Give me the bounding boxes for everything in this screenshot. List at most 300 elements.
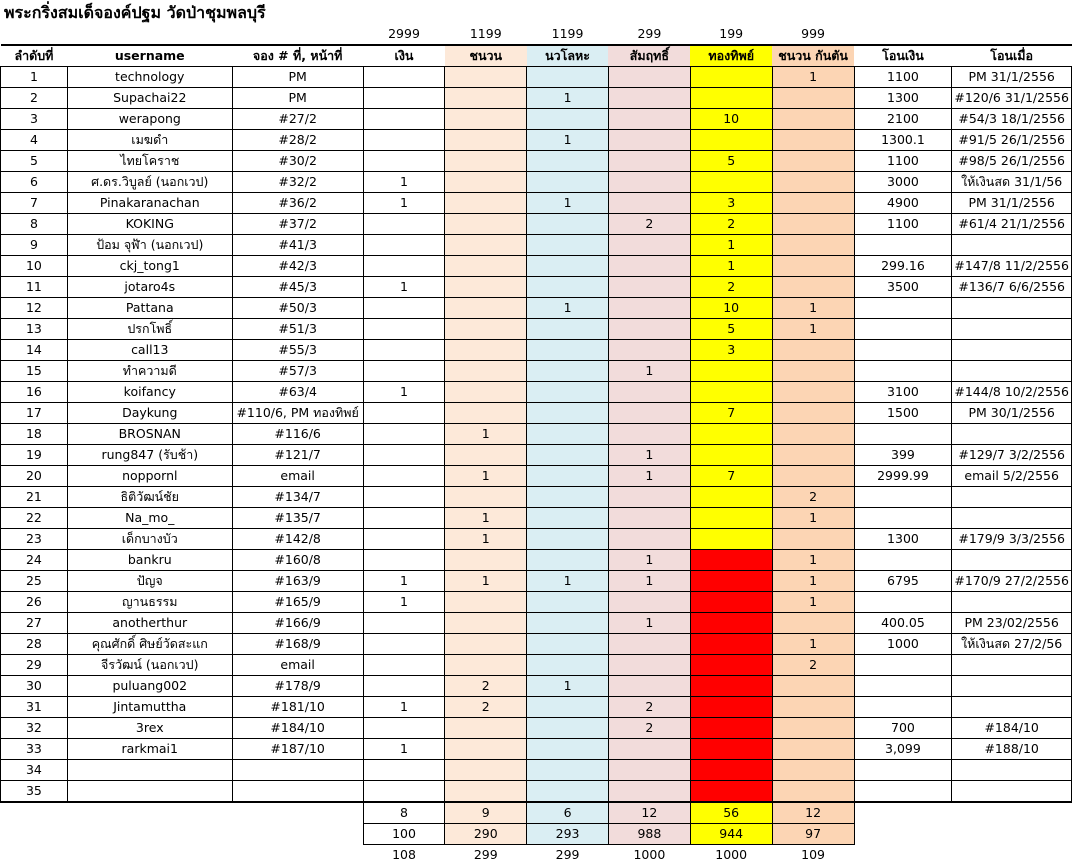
table-cell[interactable] — [527, 781, 609, 803]
table-cell[interactable] — [608, 760, 690, 781]
table-cell[interactable]: 1500 — [854, 403, 952, 424]
table-cell[interactable]: werapong — [67, 109, 232, 130]
table-cell[interactable]: 32 — [1, 718, 68, 739]
table-cell[interactable] — [67, 781, 232, 803]
table-cell[interactable]: 2 — [690, 277, 772, 298]
table-cell[interactable]: #160/8 — [232, 550, 363, 571]
remaining-thongthip[interactable]: 944 — [690, 824, 772, 845]
table-cell[interactable]: 3000 — [854, 172, 952, 193]
table-cell[interactable]: #91/5 26/1/2556 — [952, 130, 1072, 151]
price-cell-money[interactable]: 2999 — [363, 24, 445, 45]
table-cell[interactable]: ไทยโคราช — [67, 151, 232, 172]
table-cell[interactable]: 1 — [363, 739, 445, 760]
table-cell[interactable]: #55/3 — [232, 340, 363, 361]
remaining-money[interactable]: 100 — [363, 824, 445, 845]
table-cell[interactable]: 3100 — [854, 382, 952, 403]
table-cell[interactable]: #165/9 — [232, 592, 363, 613]
table-cell[interactable]: #147/8 11/2/2556 — [952, 256, 1072, 277]
table-cell[interactable]: #135/7 — [232, 508, 363, 529]
table-cell[interactable]: 2 — [772, 655, 854, 676]
table-cell[interactable] — [363, 214, 445, 235]
table-cell[interactable] — [608, 109, 690, 130]
table-cell[interactable] — [445, 277, 527, 298]
table-cell[interactable] — [690, 172, 772, 193]
table-cell[interactable] — [527, 508, 609, 529]
stock-chanuan[interactable]: 299 — [445, 845, 527, 865]
table-cell[interactable] — [363, 445, 445, 466]
table-cell[interactable]: #54/3 18/1/2556 — [952, 109, 1072, 130]
table-cell[interactable] — [608, 256, 690, 277]
table-cell[interactable] — [527, 760, 609, 781]
table-cell[interactable]: Jintamuttha — [67, 697, 232, 718]
table-cell[interactable] — [772, 466, 854, 487]
column-header[interactable]: สัมฤทธิ์ — [608, 45, 690, 67]
table-cell[interactable]: Supachai22 — [67, 88, 232, 109]
total-nawaloha[interactable]: 6 — [527, 802, 609, 824]
table-cell[interactable] — [445, 655, 527, 676]
table-cell[interactable] — [690, 592, 772, 613]
table-cell[interactable] — [690, 676, 772, 697]
table-cell[interactable] — [690, 739, 772, 760]
table-cell[interactable] — [67, 824, 232, 845]
table-cell[interactable] — [772, 340, 854, 361]
table-cell[interactable] — [690, 67, 772, 88]
price-cell-empty[interactable] — [1, 24, 68, 45]
table-cell[interactable]: 1300.1 — [854, 130, 952, 151]
table-cell[interactable] — [772, 403, 854, 424]
table-cell[interactable]: 2 — [608, 697, 690, 718]
column-header[interactable]: ทองทิพย์ — [690, 45, 772, 67]
table-cell[interactable] — [527, 151, 609, 172]
table-cell[interactable] — [445, 487, 527, 508]
table-cell[interactable] — [363, 529, 445, 550]
table-cell[interactable] — [854, 508, 952, 529]
table-cell[interactable] — [772, 361, 854, 382]
table-cell[interactable] — [952, 550, 1072, 571]
table-cell[interactable]: 1300 — [854, 88, 952, 109]
table-cell[interactable] — [772, 424, 854, 445]
table-cell[interactable]: 21 — [1, 487, 68, 508]
table-cell[interactable]: คุณศักดิ์ ศิษย์วัดสะแก — [67, 634, 232, 655]
table-cell[interactable] — [445, 298, 527, 319]
table-cell[interactable]: 1 — [772, 319, 854, 340]
table-cell[interactable] — [772, 235, 854, 256]
table-cell[interactable] — [608, 655, 690, 676]
table-cell[interactable] — [690, 361, 772, 382]
total-transfer-date[interactable] — [952, 802, 1072, 824]
table-cell[interactable]: 9 — [1, 235, 68, 256]
table-cell[interactable]: #63/4 — [232, 382, 363, 403]
table-cell[interactable]: ให้เงินสด 31/1/56 — [952, 172, 1072, 193]
table-cell[interactable] — [363, 361, 445, 382]
table-cell[interactable]: jotaro4s — [67, 277, 232, 298]
table-cell[interactable]: 11 — [1, 277, 68, 298]
table-cell[interactable] — [232, 760, 363, 781]
table-cell[interactable] — [690, 697, 772, 718]
table-cell[interactable]: 1000 — [854, 634, 952, 655]
table-cell[interactable] — [772, 529, 854, 550]
table-cell[interactable]: 1 — [772, 571, 854, 592]
table-cell[interactable] — [608, 172, 690, 193]
remaining-label[interactable] — [232, 824, 363, 845]
table-cell[interactable]: 1 — [1, 67, 68, 88]
table-cell[interactable] — [772, 676, 854, 697]
table-cell[interactable]: Daykung — [67, 403, 232, 424]
table-cell[interactable]: #45/3 — [232, 277, 363, 298]
table-cell[interactable] — [772, 109, 854, 130]
table-cell[interactable]: 1 — [772, 550, 854, 571]
table-cell[interactable] — [67, 802, 232, 824]
table-cell[interactable]: koifancy — [67, 382, 232, 403]
table-cell[interactable] — [690, 487, 772, 508]
table-cell[interactable] — [445, 361, 527, 382]
table-cell[interactable] — [854, 487, 952, 508]
table-cell[interactable]: #120/6 31/1/2556 — [952, 88, 1072, 109]
table-cell[interactable]: 1 — [527, 88, 609, 109]
table-cell[interactable]: 16 — [1, 382, 68, 403]
table-cell[interactable]: #50/3 — [232, 298, 363, 319]
table-cell[interactable] — [363, 760, 445, 781]
table-cell[interactable]: #187/10 — [232, 739, 363, 760]
remaining-nawaloha[interactable]: 293 — [527, 824, 609, 845]
column-header[interactable]: นวโลหะ — [527, 45, 609, 67]
table-cell[interactable] — [527, 634, 609, 655]
table-cell[interactable]: 6795 — [854, 571, 952, 592]
table-cell[interactable] — [363, 298, 445, 319]
table-cell[interactable] — [772, 382, 854, 403]
table-cell[interactable] — [608, 487, 690, 508]
table-cell[interactable] — [690, 718, 772, 739]
table-cell[interactable]: 2 — [608, 214, 690, 235]
table-cell[interactable] — [1, 824, 68, 845]
table-cell[interactable]: 1 — [690, 256, 772, 277]
table-cell[interactable]: 1 — [363, 571, 445, 592]
table-cell[interactable] — [527, 424, 609, 445]
table-cell[interactable]: 1 — [608, 571, 690, 592]
table-cell[interactable] — [772, 193, 854, 214]
table-cell[interactable] — [690, 613, 772, 634]
table-cell[interactable]: #51/3 — [232, 319, 363, 340]
table-cell[interactable]: 400.05 — [854, 613, 952, 634]
table-cell[interactable]: 3,099 — [854, 739, 952, 760]
table-cell[interactable]: 7 — [1, 193, 68, 214]
table-cell[interactable]: 3500 — [854, 277, 952, 298]
table-cell[interactable] — [608, 739, 690, 760]
table-cell[interactable] — [608, 781, 690, 803]
table-cell[interactable]: #110/6, PM ทองทิพย์ — [232, 403, 363, 424]
table-cell[interactable]: ให้เงินสด 27/2/56 — [952, 634, 1072, 655]
table-cell[interactable] — [608, 592, 690, 613]
table-cell[interactable] — [527, 235, 609, 256]
table-cell[interactable] — [952, 508, 1072, 529]
table-cell[interactable]: จีรวัฒน์ (นอกเวป) — [67, 655, 232, 676]
table-cell[interactable] — [772, 613, 854, 634]
table-cell[interactable] — [690, 529, 772, 550]
table-cell[interactable]: 33 — [1, 739, 68, 760]
table-cell[interactable] — [690, 130, 772, 151]
table-cell[interactable]: 22 — [1, 508, 68, 529]
table-cell[interactable]: 8 — [1, 214, 68, 235]
total-chanuan[interactable]: 9 — [445, 802, 527, 824]
table-cell[interactable] — [445, 613, 527, 634]
table-cell[interactable] — [527, 340, 609, 361]
table-cell[interactable] — [445, 718, 527, 739]
table-cell[interactable]: 1 — [608, 445, 690, 466]
table-cell[interactable]: email — [232, 655, 363, 676]
table-cell[interactable] — [445, 634, 527, 655]
table-cell[interactable] — [854, 760, 952, 781]
table-cell[interactable] — [608, 634, 690, 655]
table-cell[interactable]: #28/2 — [232, 130, 363, 151]
table-cell[interactable]: 1 — [608, 466, 690, 487]
table-cell[interactable]: #188/10 — [952, 739, 1072, 760]
table-cell[interactable] — [690, 550, 772, 571]
table-cell[interactable] — [527, 697, 609, 718]
table-cell[interactable]: KOKING — [67, 214, 232, 235]
table-cell[interactable] — [363, 235, 445, 256]
table-cell[interactable]: #32/2 — [232, 172, 363, 193]
table-cell[interactable] — [363, 466, 445, 487]
table-cell[interactable]: 1 — [772, 508, 854, 529]
table-cell[interactable]: ธิติวัฒน์ชัย — [67, 487, 232, 508]
table-cell[interactable] — [363, 319, 445, 340]
table-cell[interactable] — [772, 130, 854, 151]
table-cell[interactable]: email 5/2/2556 — [952, 466, 1072, 487]
table-cell[interactable]: 10 — [690, 109, 772, 130]
table-cell[interactable] — [772, 277, 854, 298]
column-header[interactable]: เงิน — [363, 45, 445, 67]
table-cell[interactable]: #121/7 — [232, 445, 363, 466]
table-cell[interactable] — [527, 445, 609, 466]
table-cell[interactable]: #178/9 — [232, 676, 363, 697]
table-cell[interactable] — [1, 802, 68, 824]
table-cell[interactable]: 10 — [1, 256, 68, 277]
table-cell[interactable]: 23 — [1, 529, 68, 550]
table-cell[interactable] — [772, 256, 854, 277]
table-cell[interactable] — [527, 529, 609, 550]
table-cell[interactable] — [608, 235, 690, 256]
table-cell[interactable]: ป้อม จุฬ้า (นอกเวป) — [67, 235, 232, 256]
stock-nawaloha[interactable]: 299 — [527, 845, 609, 865]
table-cell[interactable]: 13 — [1, 319, 68, 340]
table-cell[interactable]: 10 — [690, 298, 772, 319]
table-cell[interactable] — [608, 319, 690, 340]
totals-label[interactable] — [232, 802, 363, 824]
table-cell[interactable]: 30 — [1, 676, 68, 697]
table-cell[interactable]: 1 — [608, 613, 690, 634]
table-cell[interactable] — [445, 88, 527, 109]
table-cell[interactable] — [527, 550, 609, 571]
table-cell[interactable]: #41/3 — [232, 235, 363, 256]
table-cell[interactable]: 1 — [527, 676, 609, 697]
table-cell[interactable] — [445, 256, 527, 277]
table-cell[interactable]: 2 — [690, 214, 772, 235]
table-cell[interactable]: 6 — [1, 172, 68, 193]
table-cell[interactable] — [608, 130, 690, 151]
total-kanton[interactable]: 12 — [772, 802, 854, 824]
table-cell[interactable] — [690, 88, 772, 109]
table-cell[interactable] — [952, 845, 1072, 865]
table-cell[interactable]: 1 — [363, 172, 445, 193]
table-cell[interactable] — [445, 235, 527, 256]
table-cell[interactable] — [363, 613, 445, 634]
table-cell[interactable]: 1 — [690, 235, 772, 256]
table-cell[interactable] — [445, 550, 527, 571]
table-cell[interactable] — [445, 592, 527, 613]
table-cell[interactable] — [952, 781, 1072, 803]
table-cell[interactable]: #170/9 27/2/2556 — [952, 571, 1072, 592]
table-cell[interactable]: ปรกโพธิ์ — [67, 319, 232, 340]
price-cell-nawaloha[interactable]: 1199 — [527, 24, 609, 45]
table-cell[interactable]: 1 — [527, 571, 609, 592]
table-cell[interactable]: #61/4 21/1/2556 — [952, 214, 1072, 235]
table-cell[interactable]: #168/9 — [232, 634, 363, 655]
table-cell[interactable] — [363, 256, 445, 277]
table-cell[interactable]: #184/10 — [952, 718, 1072, 739]
table-cell[interactable] — [527, 718, 609, 739]
table-cell[interactable]: 7 — [690, 466, 772, 487]
table-cell[interactable]: BROSNAN — [67, 424, 232, 445]
table-cell[interactable]: 5 — [690, 151, 772, 172]
table-cell[interactable]: 399 — [854, 445, 952, 466]
table-cell[interactable]: 1 — [363, 193, 445, 214]
table-cell[interactable] — [363, 403, 445, 424]
table-cell[interactable]: 1 — [608, 361, 690, 382]
table-cell[interactable] — [772, 781, 854, 803]
table-cell[interactable] — [952, 361, 1072, 382]
table-cell[interactable] — [690, 508, 772, 529]
table-cell[interactable] — [608, 424, 690, 445]
table-cell[interactable] — [854, 697, 952, 718]
table-cell[interactable] — [527, 382, 609, 403]
price-cell-kanton[interactable]: 999 — [772, 24, 854, 45]
table-cell[interactable] — [445, 760, 527, 781]
table-cell[interactable]: 1100 — [854, 151, 952, 172]
table-cell[interactable] — [445, 172, 527, 193]
table-cell[interactable] — [608, 382, 690, 403]
table-cell[interactable]: email — [232, 466, 363, 487]
table-cell[interactable]: ศ.ดร.วิบูลย์ (นอกเวป) — [67, 172, 232, 193]
table-cell[interactable]: 299.16 — [854, 256, 952, 277]
table-cell[interactable] — [445, 781, 527, 803]
column-header[interactable]: จอง # ที่, หน้าที่ — [232, 45, 363, 67]
table-cell[interactable] — [232, 845, 363, 865]
table-cell[interactable] — [363, 67, 445, 88]
table-cell[interactable] — [952, 319, 1072, 340]
table-cell[interactable] — [772, 718, 854, 739]
table-cell[interactable]: 2 — [1, 88, 68, 109]
table-cell[interactable] — [445, 319, 527, 340]
table-cell[interactable] — [772, 172, 854, 193]
price-cell-empty[interactable] — [952, 24, 1072, 45]
column-header[interactable]: ชนวน กันตัน — [772, 45, 854, 67]
table-cell[interactable] — [690, 382, 772, 403]
table-cell[interactable]: rarkmai1 — [67, 739, 232, 760]
column-header[interactable]: โอนเงิน — [854, 45, 952, 67]
table-cell[interactable]: 2999.99 — [854, 466, 952, 487]
table-cell[interactable]: 3 — [1, 109, 68, 130]
table-cell[interactable]: 1 — [445, 508, 527, 529]
remaining-transfer[interactable] — [854, 824, 952, 845]
table-cell[interactable] — [363, 634, 445, 655]
table-cell[interactable]: #184/10 — [232, 718, 363, 739]
stock-kanton[interactable]: 109 — [772, 845, 854, 865]
remaining-chanuan[interactable]: 290 — [445, 824, 527, 845]
table-cell[interactable] — [690, 760, 772, 781]
table-cell[interactable] — [952, 760, 1072, 781]
table-cell[interactable]: 5 — [690, 319, 772, 340]
table-cell[interactable]: 1 — [445, 571, 527, 592]
table-cell[interactable] — [445, 67, 527, 88]
table-cell[interactable]: ckj_tong1 — [67, 256, 232, 277]
table-cell[interactable]: PM 23/02/2556 — [952, 613, 1072, 634]
table-cell[interactable] — [854, 298, 952, 319]
table-cell[interactable]: 15 — [1, 361, 68, 382]
table-cell[interactable] — [363, 550, 445, 571]
table-cell[interactable]: #37/2 — [232, 214, 363, 235]
table-cell[interactable]: PM 31/1/2556 — [952, 67, 1072, 88]
table-cell[interactable] — [772, 760, 854, 781]
table-cell[interactable] — [67, 845, 232, 865]
table-cell[interactable] — [854, 550, 952, 571]
table-cell[interactable]: 1 — [772, 592, 854, 613]
table-cell[interactable] — [363, 676, 445, 697]
table-cell[interactable] — [527, 319, 609, 340]
remaining-samrit[interactable]: 988 — [608, 824, 690, 845]
table-cell[interactable]: 1100 — [854, 214, 952, 235]
table-cell[interactable]: 17 — [1, 403, 68, 424]
table-cell[interactable] — [854, 319, 952, 340]
table-cell[interactable] — [445, 739, 527, 760]
table-cell[interactable]: 1 — [445, 424, 527, 445]
table-cell[interactable] — [363, 88, 445, 109]
table-cell[interactable]: #166/9 — [232, 613, 363, 634]
table-cell[interactable]: 3 — [690, 340, 772, 361]
table-cell[interactable] — [952, 298, 1072, 319]
table-cell[interactable]: #42/3 — [232, 256, 363, 277]
table-cell[interactable]: #116/6 — [232, 424, 363, 445]
total-transfer[interactable] — [854, 802, 952, 824]
table-cell[interactable] — [952, 235, 1072, 256]
table-cell[interactable]: 19 — [1, 445, 68, 466]
table-cell[interactable]: 26 — [1, 592, 68, 613]
table-cell[interactable] — [772, 151, 854, 172]
table-cell[interactable]: #30/2 — [232, 151, 363, 172]
table-cell[interactable]: 29 — [1, 655, 68, 676]
table-cell[interactable] — [445, 214, 527, 235]
table-cell[interactable] — [854, 340, 952, 361]
table-cell[interactable]: 1 — [445, 466, 527, 487]
table-cell[interactable] — [952, 340, 1072, 361]
table-cell[interactable]: noppornl — [67, 466, 232, 487]
table-cell[interactable] — [527, 487, 609, 508]
table-cell[interactable]: 1 — [772, 67, 854, 88]
table-cell[interactable]: 2 — [445, 676, 527, 697]
table-cell[interactable]: #98/5 26/1/2556 — [952, 151, 1072, 172]
table-cell[interactable]: rung847 (รับช้า) — [67, 445, 232, 466]
table-cell[interactable]: #134/7 — [232, 487, 363, 508]
table-cell[interactable]: #27/2 — [232, 109, 363, 130]
table-cell[interactable]: bankru — [67, 550, 232, 571]
table-cell[interactable]: 5 — [1, 151, 68, 172]
table-cell[interactable]: 1300 — [854, 529, 952, 550]
total-samrit[interactable]: 12 — [608, 802, 690, 824]
table-cell[interactable] — [854, 655, 952, 676]
table-cell[interactable]: ปัญจ — [67, 571, 232, 592]
table-cell[interactable] — [363, 340, 445, 361]
table-cell[interactable]: #57/3 — [232, 361, 363, 382]
table-cell[interactable]: 27 — [1, 613, 68, 634]
